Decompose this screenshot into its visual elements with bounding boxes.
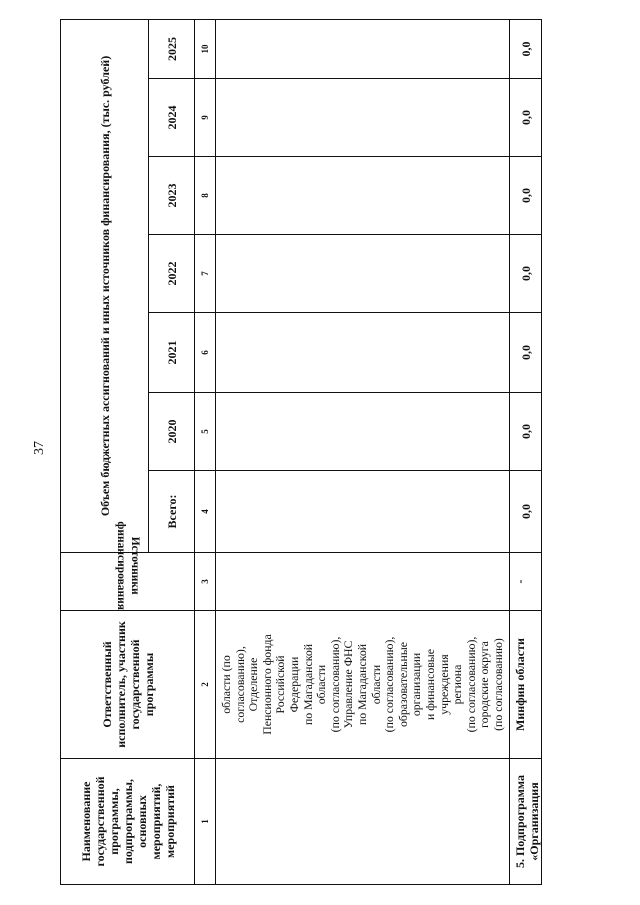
page-number: 37 [32,441,47,455]
column-number: 3 [195,553,216,611]
header-year-2022: 2022 [149,235,195,313]
subprogram-value-2022: 0,0 [510,235,542,313]
column-number: 1 [195,759,216,885]
executor-line: (по согласованию), [463,636,478,733]
executor-line: Пенсионного фонда [259,634,274,735]
executor-line: Управление ФНС [341,640,356,729]
executor-line: (по согласованию), [382,636,397,733]
column-number: 8 [195,157,216,235]
column-number: 7 [195,235,216,313]
empty-cell [216,313,510,393]
executor-line: (по согласованию), [327,636,342,733]
executor-line: организации [409,652,424,717]
executor-line: Российской [273,655,288,714]
header-year-2021: 2021 [149,313,195,393]
executor-line: городские округа [477,641,492,728]
header-year-2025: 2025 [149,19,195,78]
column-number: 10 [195,19,216,78]
column-number: 4 [195,471,216,553]
subprogram-source: - [510,553,542,611]
continued-name-cell [216,759,510,885]
header-volume: Объем бюджетных ассигнований и иных источников финансирования, (тыс. рублей) [61,19,149,552]
executor-line: учреждения [436,654,451,715]
executor-line: (по согласованию) [490,638,505,731]
header-executor: Ответственный исполнитель, участник государственной программы [61,611,195,759]
executor-line: Федерации [286,656,301,713]
continued-source-cell [216,553,510,611]
header-year-2020: 2020 [149,393,195,471]
executor-line: согласованию), [232,646,247,723]
executor-line: области (по [219,655,233,714]
empty-cell [216,19,510,78]
executor-line: и финансовые [422,649,437,720]
column-number: 5 [195,393,216,471]
subprogram-value-2021: 0,0 [510,313,542,393]
empty-cell [216,79,510,157]
subprogram-value-2023: 0,0 [510,157,542,235]
empty-cell [216,471,510,553]
continued-executor-cell [216,611,510,759]
executor-line: по Магаданской [354,643,369,726]
column-number: 6 [195,313,216,393]
column-number: 2 [195,611,216,759]
executor-line: региона [450,664,465,705]
financing-table [60,19,542,885]
empty-cell [216,235,510,313]
subprogram-value-2024: 0,0 [510,79,542,157]
header-name: Наименование государственной программы, подпрограммы, основных мероприятий, мероприятий [61,759,195,885]
subprogram-name: 5. Подпрограмма «Организация [510,759,542,885]
rotated-table-container [60,20,541,885]
header-source: Источники финансирования [114,521,141,610]
header-total: Всего: [149,471,195,553]
executor-line: Отделение [246,657,261,712]
executor-line: области [314,664,329,705]
subprogram-value-2025: 0,0 [510,19,542,78]
header-source-cell [61,521,195,611]
header-year-2024: 2024 [149,79,195,157]
subprogram-value-2020: 0,0 [510,393,542,471]
executor-line: по Магаданской [300,643,315,726]
header-year-2023: 2023 [149,157,195,235]
executor-line: образовательные [395,642,410,728]
subprogram-executor: Минфин области [510,611,542,759]
executor-line: области [368,664,383,705]
empty-cell [216,393,510,471]
subprogram-total: 0,0 [510,471,542,553]
empty-cell [216,157,510,235]
column-number: 9 [195,79,216,157]
